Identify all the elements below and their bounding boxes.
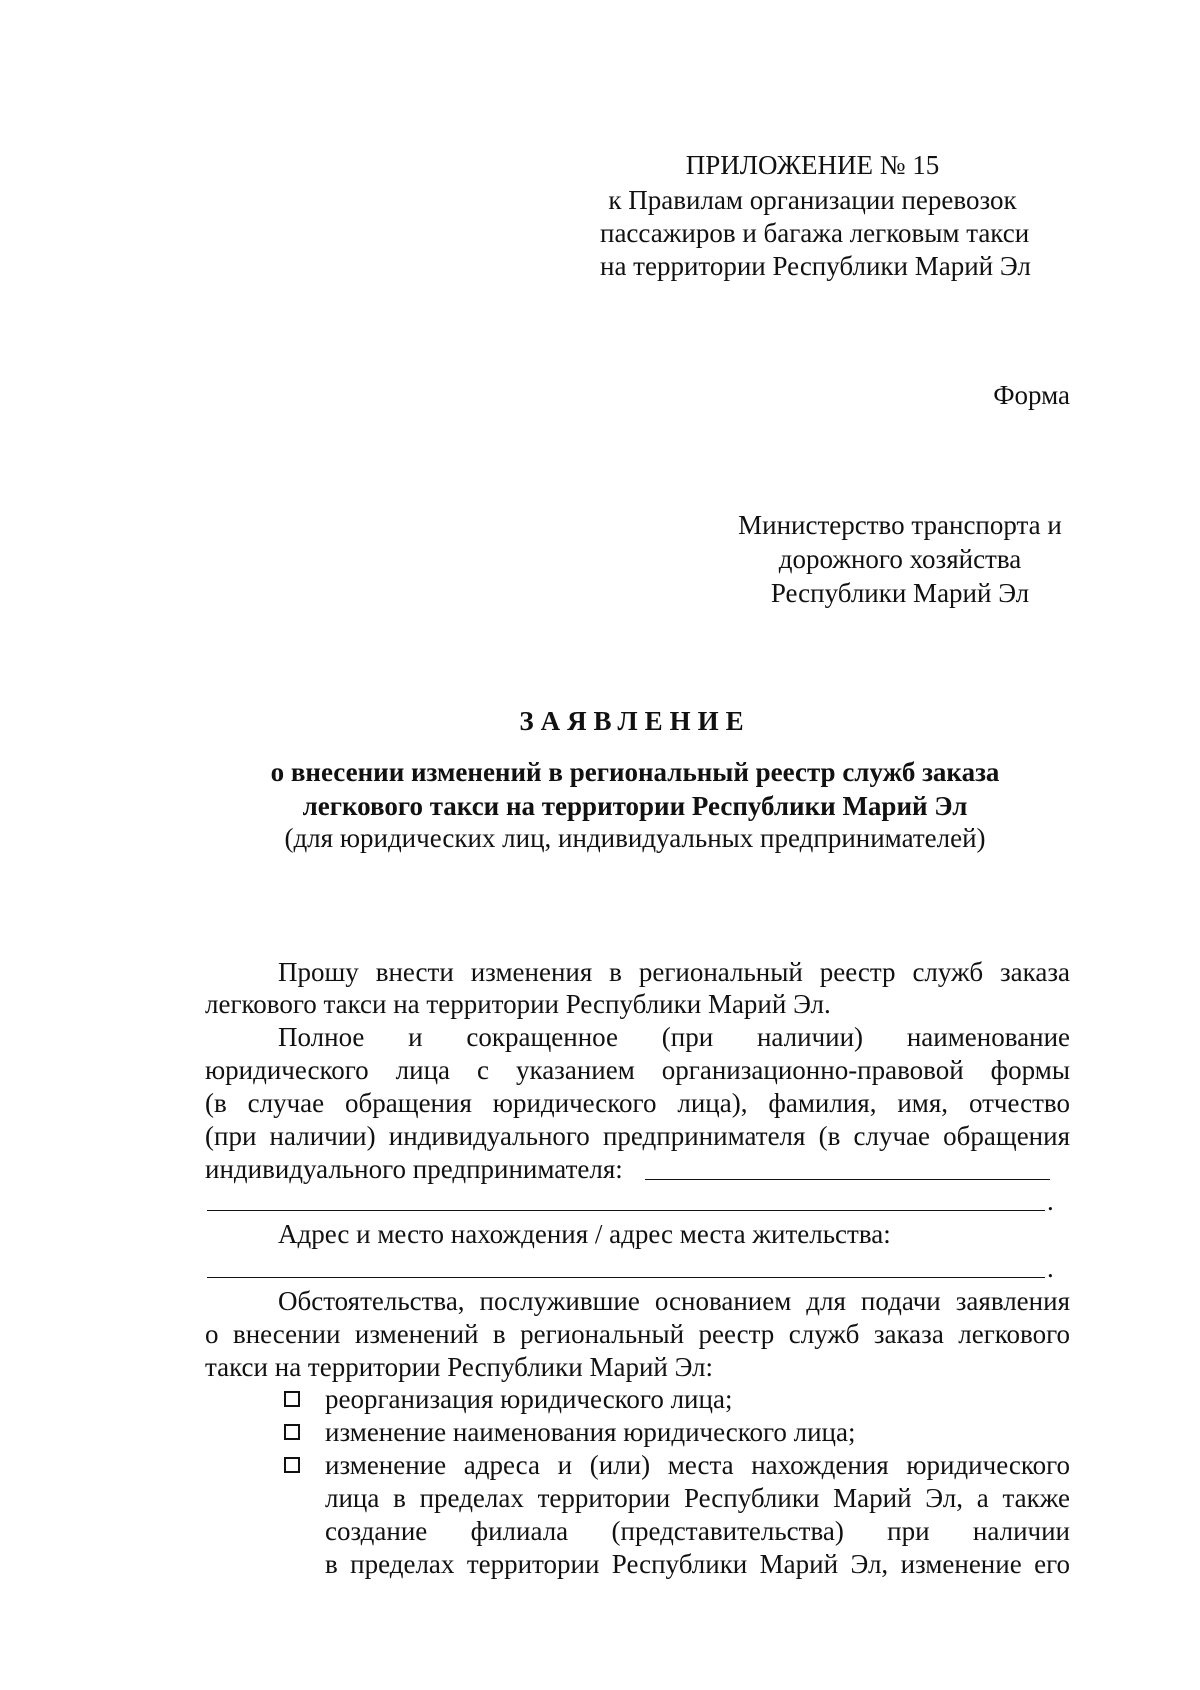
name-input-line-continued[interactable] (207, 1210, 1045, 1211)
paragraph-line: Обстоятельства, послужившие основанием для подачи заявления (278, 1286, 1070, 1316)
name-input-line[interactable] (645, 1179, 1050, 1180)
appendix-line: пассажиров и багажа легковым такси (600, 218, 1030, 248)
option-label: изменение адреса и (или) места нахождения юридического (325, 1450, 1070, 1480)
recipient-line: дорожного хозяйства (778, 544, 1022, 574)
paragraph-line: Прошу внести изменения в региональный реестр служб заказа (278, 957, 1070, 987)
appendix-line: на территории Республики Марий Эл (600, 251, 1031, 281)
address-label: Адрес и место нахождения / адрес места жительства: (278, 1219, 891, 1249)
option-label: лица в пределах территории Республики Марий Эл, а также (325, 1483, 1070, 1513)
option-label: реорганизация юридического лица; (325, 1384, 733, 1414)
document-subtitle: о внесении изменений в региональный реестр служб заказа (270, 757, 1000, 787)
option-checkbox[interactable] (284, 1391, 300, 1407)
paragraph-line: такси на территории Республики Марий Эл: (205, 1352, 714, 1382)
line-end-dot: . (1047, 1186, 1054, 1216)
paragraph-line: индивидуального предпринимателя: (205, 1154, 623, 1184)
form-label: Форма (993, 380, 1070, 410)
paragraph-line: Полное и сокращенное (при наличии) наименование (278, 1022, 1070, 1052)
document-title: ЗАЯВЛЕНИЕ (519, 706, 751, 736)
appendix-number: ПРИЛОЖЕНИЕ № 15 (685, 150, 940, 180)
option-checkbox[interactable] (284, 1457, 300, 1473)
line-end-dot: . (1047, 1253, 1054, 1283)
recipient-line: Республики Марий Эл (770, 578, 1030, 608)
paragraph-line: (при наличии) индивидуального предпринимателя (в случае обращения (205, 1121, 1070, 1151)
address-input-line[interactable] (207, 1277, 1045, 1278)
appendix-line: к Правилам организации перевозок (608, 185, 1017, 215)
paragraph-line: юридического лица с указанием организационно-правовой формы (205, 1055, 1070, 1085)
option-checkbox[interactable] (284, 1424, 300, 1440)
paragraph-line: (в случае обращения юридического лица), фамилия, имя, отчество (205, 1088, 1070, 1118)
option-label: в пределах территории Республики Марий Эл, изменение его (325, 1549, 1070, 1579)
document-subtitle: легкового такси на территории Республики Марий Эл (302, 791, 968, 821)
option-label: создание филиала (представительства) при наличии (325, 1516, 1070, 1546)
paragraph-line: о внесении изменений в региональный реестр служб заказа легкового (205, 1319, 1070, 1349)
option-label: изменение наименования юридического лица; (325, 1417, 856, 1447)
paragraph-line: легкового такси на территории Республики Марий Эл. (205, 989, 831, 1019)
recipient-line: Министерство транспорта и (738, 510, 1062, 540)
document-subtitle-note: (для юридических лиц, индивидуальных предпринимателей) (284, 823, 986, 853)
